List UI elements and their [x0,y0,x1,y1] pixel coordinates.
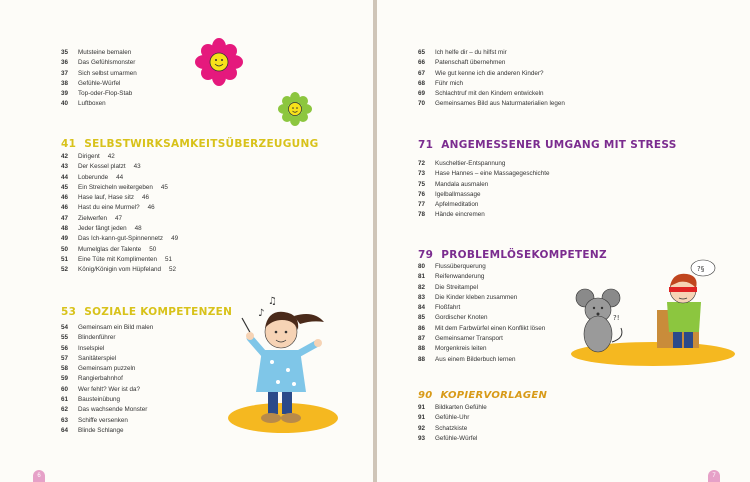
toc-entry-number: 46 [61,194,69,202]
toc-entry-number: 45 [61,183,69,191]
section-number: 79 [418,249,434,261]
toc-entry-title: Dirigent [78,153,100,160]
toc-entry-number: 76 [418,190,426,198]
section-number: 53 [61,306,77,318]
toc-entry-number: 50 [61,245,69,253]
toc-entry-title: Gordischer Knoten [435,314,488,322]
toc-entry-title: Hast du eine Murmel? [78,204,140,212]
section-heading-self-efficacy [61,138,319,150]
toc-entry [61,323,153,333]
toc-entry-title: Rangierbahnhof [78,375,123,383]
toc-entry-title: Gefühle-Uhr [435,414,470,422]
toc-entry-number: 82 [418,283,426,291]
toc-entry-number: 63 [61,416,69,424]
toc-entry-title: Hände eincremen [435,211,485,219]
toc-entry [418,344,545,354]
toc-entry [418,424,487,434]
toc-entry-number: 39 [61,90,69,98]
toc-entry-title: Das wachsende Monster [78,406,148,414]
toc-entry-title: Flussüberquerung [435,263,486,270]
toc-entry [61,426,153,436]
toc-entry-title: Schatzkiste [435,424,468,432]
section-title: PROBLEMLÖSEKOMPETENZ [441,249,607,261]
toc-entry [61,183,178,193]
toc-entry-title: Blinde Schlange [78,426,124,434]
toc-entry [61,58,137,68]
toc-entry [418,89,565,99]
girl-conductor-illustration [228,288,346,440]
green-flower-icon [278,92,312,126]
toc-entry [61,173,178,183]
svg-text:♫: ♫ [268,296,277,307]
toc-entry [61,79,137,89]
section-number: 71 [418,139,434,151]
toc-entry [61,374,153,384]
toc-entry [418,272,545,282]
section-title: ANGEMESSENER UMGANG MIT STRESS [441,139,677,151]
toc-entry [61,89,137,99]
toc-entry [418,180,549,190]
toc-entry-number: 88 [418,345,426,353]
svg-text:?!: ?! [613,314,620,322]
toc-entry [61,48,137,58]
toc-entry [418,262,545,272]
toc-entry [61,255,178,265]
toc-entry-number: 68 [418,79,426,87]
toc-entry [61,69,137,79]
toc-entry-number: 48 [61,225,69,233]
toc-entry-number: 87 [418,335,426,343]
section-title: SOZIALE KOMPETENZEN [84,306,233,318]
toc-entry [418,413,487,423]
toc-entry-number: 67 [418,69,426,77]
toc-entry-number: 42 [61,153,69,160]
toc-entry-number: 75 [418,180,426,188]
toc-entry-title: Reifenwanderung [435,273,485,281]
toc-entry-number: 77 [418,201,426,209]
toc-entry [418,355,545,365]
toc-entry-number: 43 [61,163,69,171]
toc-entry-number: 37 [61,69,69,77]
toc-entry [61,405,153,415]
toc-entry [61,162,178,172]
toc-entry [61,265,178,275]
toc-entry-title: Top-oder-Flop-Stab [78,90,133,98]
toc-entry [418,313,545,323]
section-title: KOPIERVORLAGEN [440,390,548,401]
toc-entry-number: 66 [418,59,426,67]
toc-entry-title: Bausteinübung [78,396,121,404]
toc-entry-title: Die Kinder kleben zusammen [435,293,518,301]
toc-entry [61,333,153,343]
toc-entry-title: König/Königin vom Hüpfeland [78,266,161,274]
toc-entry-page: 46 [147,204,155,212]
toc-entry-title: Gemeinsam ein Bild malen [78,324,154,331]
section-title: SELBSTWIRKSAMKEITSÜBERZEUGUNG [84,138,319,150]
toc-entry-title: Gemeinsam puzzeln [78,365,136,373]
toc-entry-title: Gefühle-Würfel [435,434,478,442]
mouse-illustration [576,289,622,352]
toc-entry-number: 62 [61,406,69,414]
toc-entry-number: 69 [418,90,426,98]
toc-entry [418,48,565,58]
toc-entry [61,245,178,255]
toc-entry-title: Gemeinsames Bild aus Naturmaterialien legen [435,100,565,108]
toc-entry [418,334,545,344]
blindfolded-boy-illustration [657,260,715,348]
toc-entry-number: 83 [418,293,426,301]
toc-entry-number: 70 [418,100,426,108]
toc-entry-title: Hase lauf, Hase sitz [78,194,134,202]
toc-entry-number: 78 [418,211,426,219]
toc-entry [418,159,549,169]
toc-entry [418,169,549,179]
toc-entry-title: Apfelmeditation [435,201,479,209]
toc-entry-title: Mit dem Farbwürfel einen Konflikt lösen [435,324,546,332]
section-number: 41 [61,138,77,150]
toc-entry-title: Führ mich [435,79,463,87]
toc-entry [418,79,565,89]
toc-entry-title: Loberunde [78,173,109,181]
toc-entry [61,354,153,364]
toc-entry-number: 92 [418,424,426,432]
toc-entry-page: 43 [133,163,141,171]
toc-entry [418,403,487,413]
toc-entry-title: Gefühle-Würfel [78,79,121,87]
toc-entry [61,214,178,224]
toc-entry-number: 56 [61,344,69,352]
toc-entry-title: Igelballmassage [435,190,481,198]
toc-entry [61,203,178,213]
toc-entry-number: 51 [61,255,69,263]
toc-list-right-top [418,48,565,110]
toc-entry-number: 44 [61,173,69,181]
toc-entry [61,224,178,234]
toc-entry [418,293,545,303]
toc-entry [418,283,545,293]
toc-entry [61,152,178,162]
toc-entry-number: 57 [61,354,69,362]
toc-entry-number: 93 [418,434,426,442]
toc-entry [418,434,487,444]
toc-entry-title: Patenschaft übernehmen [435,59,506,67]
toc-entry-number: 46 [61,204,69,212]
toc-entry-title: Ein Streicheln weitergeben [78,183,153,191]
toc-entry-number: 60 [61,385,69,393]
toc-entry-page: 52 [168,266,176,274]
toc-entry [418,99,565,109]
toc-entry-number: 86 [418,324,426,332]
toc-entry-page: 45 [160,183,168,191]
toc-entry-title: Mutsteine bemalen [78,49,132,56]
toc-entry-title: Kuscheltier-Entspannung [435,160,506,167]
toc-entry [418,200,549,210]
toc-entry-title: Wer fehlt? Wer ist da? [78,385,141,393]
toc-entry-title: Blindenführer [78,334,116,342]
toc-entry-number: 72 [418,160,426,167]
toc-entry-number: 61 [61,396,69,404]
toc-entry [418,303,545,313]
toc-entry [61,234,178,244]
toc-entry-title: Aus einem Bilderbuch lernen [435,355,516,363]
toc-entry [61,344,153,354]
section-heading-social [61,306,232,318]
toc-entry-number: 81 [418,273,426,281]
toc-entry-title: Bildkarten Gefühle [435,404,487,411]
toc-list-right-3 [418,403,487,444]
toc-entry [61,416,153,426]
toc-entry-number: 88 [418,355,426,363]
toc-entry [61,395,153,405]
toc-entry-number: 91 [418,404,426,411]
toc-entry-title: Zielwerfen [78,214,108,222]
mouse-and-boy-illustration [569,254,737,370]
toc-entry-title: Sanitäterspiel [78,354,117,362]
toc-entry-title: Das Ich-kann-gut-Spinnennetz [78,235,164,243]
toc-entry [61,385,153,395]
svg-text:?§: ?§ [697,265,705,273]
toc-entry-title: Gemeinsamer Transport [435,335,503,343]
toc-entry [61,193,178,203]
toc-entry-page: 48 [134,225,142,233]
toc-entry-number: 84 [418,304,426,312]
toc-list-right-1 [418,159,549,221]
right-page [377,0,750,482]
toc-entry [418,190,549,200]
toc-entry-number: 47 [61,214,69,222]
toc-entry-title: Der Kessel platzt [78,163,126,171]
toc-list-left-top [61,48,137,110]
section-heading-copy-templates [418,390,547,401]
toc-entry-page: 42 [107,153,115,160]
toc-entry-title: Mumelglas der Talente [78,245,142,253]
toc-entry-number: 58 [61,365,69,373]
toc-entry-title: Wie gut kenne ich die anderen Kinder? [435,69,544,77]
toc-entry-number: 38 [61,79,69,87]
toc-entry-title: Floßfahrt [435,304,461,312]
toc-entry-number: 85 [418,314,426,322]
pink-flower-icon [195,38,243,86]
toc-entry-number: 64 [61,426,69,434]
left-page [0,0,373,482]
toc-entry [61,99,137,109]
toc-entry-title: Die Streitampel [435,283,479,291]
toc-entry-number: 52 [61,266,69,274]
toc-entry-title: Jeder fängt jeden [78,225,127,233]
toc-entry-page: 47 [115,214,123,222]
toc-entry-number: 36 [61,59,69,67]
toc-entry-title: Ich helfe dir – du hilfst mir [435,49,507,56]
page-number: 6 [33,470,45,482]
toc-entry-title: Hase Hannes – eine Massagegeschichte [435,170,550,178]
toc-entry-number: 73 [418,170,426,178]
toc-entry-title: Luftboxen [78,100,106,108]
toc-entry-title: Schiffe versenken [78,416,128,424]
toc-entry-number: 65 [418,49,426,56]
toc-entry-number: 54 [61,324,69,331]
toc-entry-page: 46 [142,194,150,202]
toc-entry-title: Morgenkreis leiten [435,345,487,353]
toc-entry-page: 50 [149,245,157,253]
svg-text:♪: ♪ [258,308,265,319]
toc-entry [418,69,565,79]
toc-entry-page: 49 [171,235,179,243]
toc-entry-title: Mandala ausmalen [435,180,489,188]
toc-entry-number: 35 [61,49,69,56]
toc-entry [418,210,549,220]
toc-entry-title: Das Gefühlsmonster [78,59,136,67]
toc-entry [61,364,153,374]
toc-entry-title: Schlachtruf mit den Kindern entwickeln [435,90,544,98]
toc-entry-number: 80 [418,263,426,270]
toc-list-left-2 [61,323,153,436]
toc-entry-number: 59 [61,375,69,383]
toc-entry-number: 55 [61,334,69,342]
toc-list-right-2 [418,262,545,365]
section-number: 90 [418,390,433,401]
toc-entry [418,58,565,68]
toc-entry-title: Eine Tüte mit Komplimenten [78,255,157,263]
page-number: 7 [708,470,720,482]
toc-list-left-1 [61,152,178,276]
toc-entry-title: Sich selbst umarmen [78,69,137,77]
toc-entry-number: 40 [61,100,69,108]
toc-entry-page: 44 [116,173,124,181]
toc-entry-page: 51 [164,255,172,263]
toc-entry-number: 91 [418,414,426,422]
toc-entry-number: 49 [61,235,69,243]
section-heading-stress [418,139,677,151]
toc-entry [418,324,545,334]
toc-entry-title: Inselspiel [78,344,105,352]
